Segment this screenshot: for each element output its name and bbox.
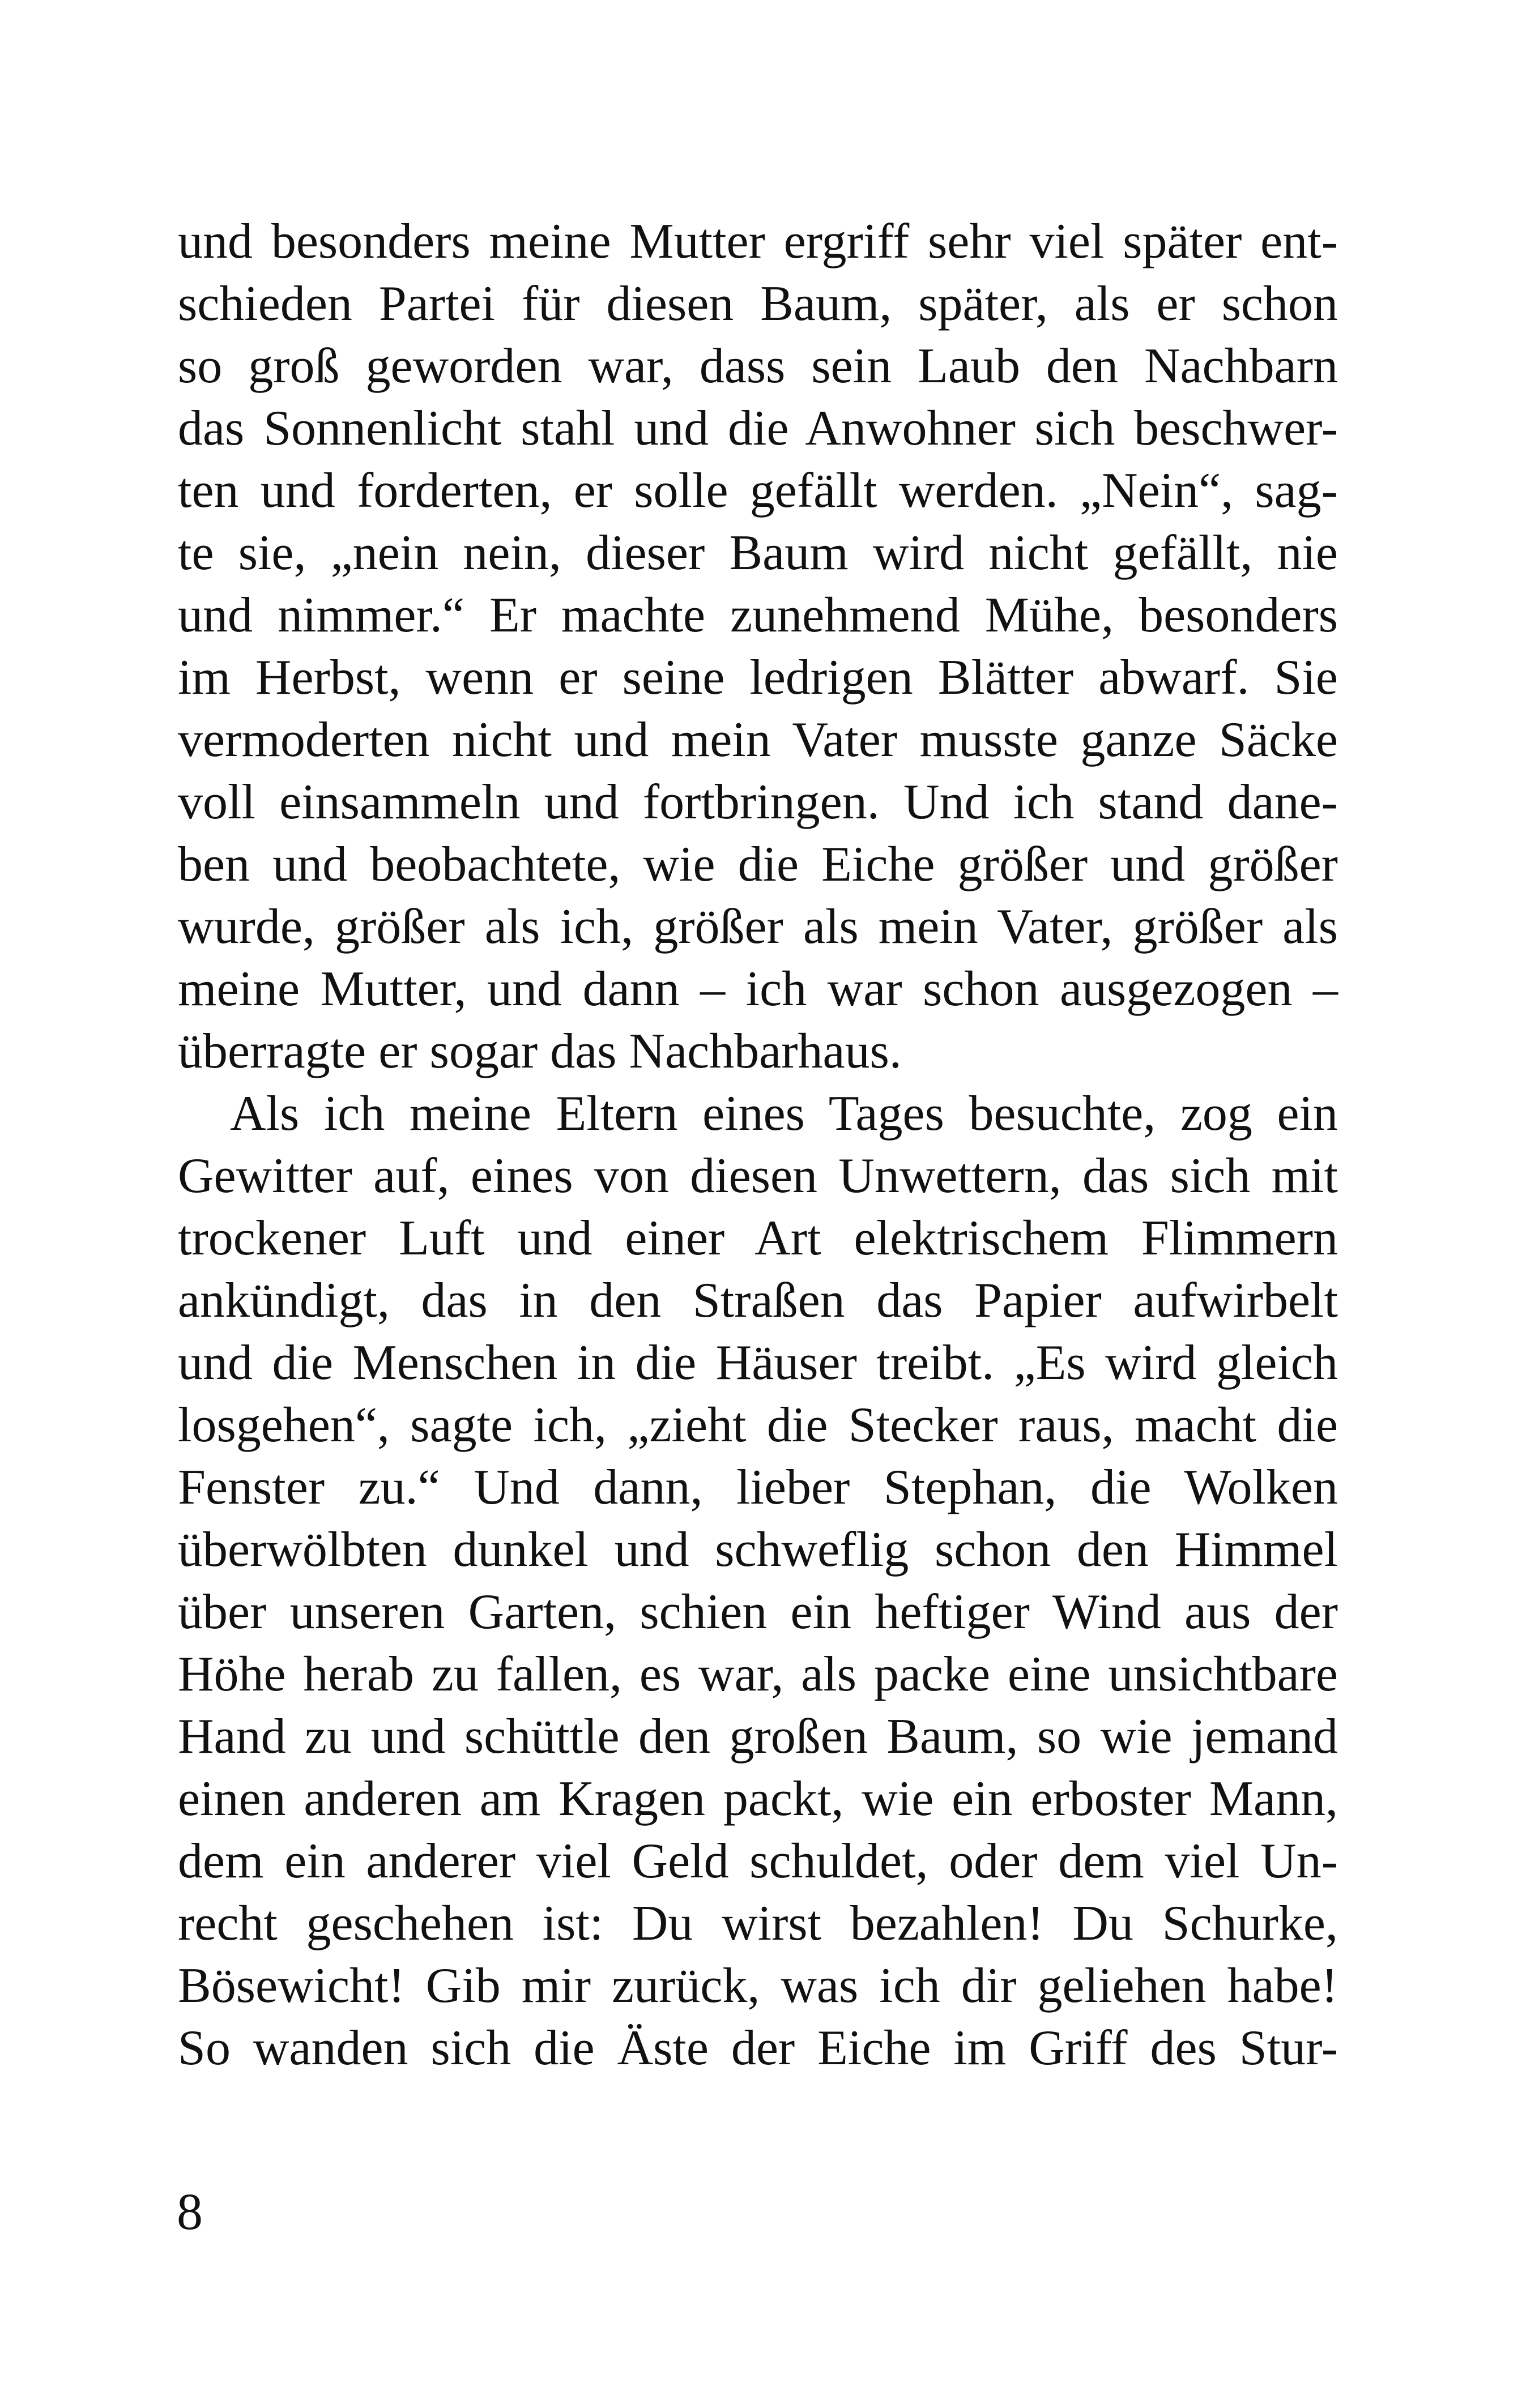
text-line-25: Hand zu und schüttle den großen Baum, so wie jemand (178, 1709, 1338, 1764)
text-line-5: ten und forderten, er solle gefällt werden. „Nein“, sag- (178, 463, 1338, 518)
text-line-22: überwölbten dunkel und schweflig schon den Himmel (178, 1522, 1338, 1577)
text-line-21: Fenster zu.“ Und dann, lieber Stephan, die Wolken (178, 1460, 1338, 1515)
text-line-26: einen anderen am Kragen packt, wie ein erboster Mann, (178, 1771, 1338, 1826)
page-number: 8 (177, 2183, 203, 2240)
text-line-10: voll einsammeln und fortbringen. Und ich stand dane- (178, 775, 1338, 830)
text-line-4: das Sonnenlicht stahl und die Anwohner sich beschwer- (178, 401, 1338, 456)
text-line-28: recht geschehen ist: Du wirst bezahlen! Du Schurke, (178, 1896, 1338, 1951)
text-line-9: vermoderten nicht und mein Vater musste ganze Säcke (178, 712, 1338, 767)
text-line-24: Höhe herab zu fallen, es war, als packe eine unsichtbare (178, 1647, 1338, 1702)
text-line-30: So wanden sich die Äste der Eiche im Griff des Stur- (178, 2021, 1338, 2076)
text-line-19: und die Menschen in die Häuser treibt. „Es wird gleich (178, 1335, 1338, 1390)
text-line-1: und besonders meine Mutter ergriff sehr viel später ent- (178, 214, 1338, 269)
text-line-12: wurde, größer als ich, größer als mein Vater, größer als (178, 899, 1338, 954)
text-line-29: Bösewicht! Gib mir zurück, was ich dir geliehen habe! (178, 1958, 1338, 2013)
text-line-2: schieden Partei für diesen Baum, später, als er schon (178, 276, 1338, 331)
text-line-8: im Herbst, wenn er seine ledrigen Blätter abwarf. Sie (178, 650, 1338, 705)
text-line-23: über unseren Garten, schien ein heftiger Wind aus der (178, 1585, 1338, 1640)
text-line-3: so groß geworden war, dass sein Laub den Nachbarn (178, 339, 1338, 394)
text-line-20: losgehen“, sagte ich, „zieht die Stecker raus, macht die (178, 1398, 1338, 1453)
text-line-18: ankündigt, das in den Straßen das Papier aufwirbelt (178, 1273, 1338, 1328)
text-line-6: te sie, „nein nein, dieser Baum wird nicht gefällt, nie (178, 526, 1338, 580)
text-line-11: ben und beobachtete, wie die Eiche größer und größer (178, 837, 1338, 892)
text-line-27: dem ein anderer viel Geld schuldet, oder dem viel Un- (178, 1834, 1338, 1889)
text-line-16: Gewitter auf, eines von diesen Unwettern, das sich mit (178, 1149, 1338, 1203)
text-line-7: und nimmer.“ Er machte zunehmend Mühe, besonders (178, 588, 1338, 643)
text-line-15: Als ich meine Eltern eines Tages besuchte, zog ein (230, 1086, 1338, 1141)
text-line-17: trockener Luft und einer Art elektrischem Flimmern (178, 1211, 1338, 1266)
text-line-13: meine Mutter, und dann – ich war schon ausgezogen – (178, 962, 1338, 1017)
text-line-14: überragte er sogar das Nachbarhaus. (178, 1024, 902, 1079)
body-text (178, 211, 1338, 2080)
